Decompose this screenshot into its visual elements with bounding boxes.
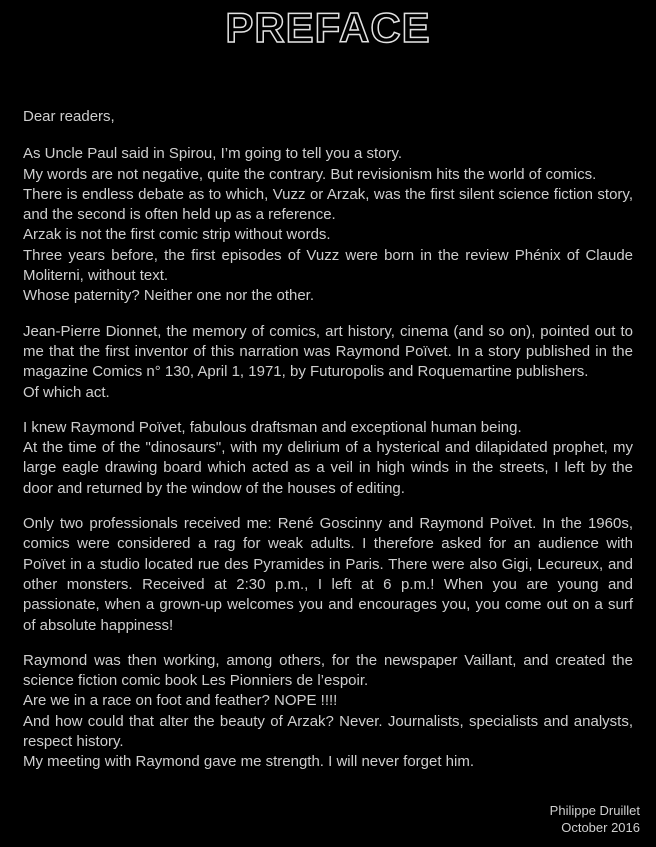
- text-line: Are we in a race on foot and feather? NOPE !!!!: [23, 692, 338, 710]
- text-line: My words are not negative, quite the contrary. But revisionism hits the world of comics.: [23, 165, 597, 183]
- signature-date: October 2016: [561, 819, 640, 835]
- text-line: There is endless debate as to which, Vuzz or Arzak, was the first silent science fiction story, and the second is often held up as a reference.: [23, 185, 633, 224]
- text-line: And how could that alter the beauty of Arzak? Never. Journalists, specialists and analysts, respect history.: [23, 712, 633, 751]
- salutation: Dear readers,: [23, 108, 115, 125]
- text-line: Jean-Pierre Dionnet, the memory of comics, art history, cinema (and so on), pointed out to me that the first inventor of this narration was Raymond Poïvet. In a story published in the magazine Comics n° 130, April 1, 1971, by Futuropolis and Roquemartine publishers.: [23, 322, 633, 381]
- paragraph: [23, 651, 633, 773]
- paragraph: [23, 418, 633, 499]
- text-line: I knew Raymond Poïvet, fabulous draftsman and exceptional human being.: [23, 418, 522, 436]
- signature-block: [550, 803, 640, 836]
- text-line: Only two professionals received me: René Goscinny and Raymond Poïvet. In the 1960s, comics were considered a rag for weak adults. I therefore asked for an audience with Poïvet in a studio located rue des Pyramides in Paris. There were also Gigi, Lecureux, and other monsters. Received at 2:30 p.m., I left at 6 p.m.! When you are young and passionate, when a grown-up welcomes you and encourages you, you come out on a surf of absolute happiness!: [23, 515, 633, 634]
- paragraph: [23, 144, 633, 306]
- paragraphs-container: [23, 144, 633, 772]
- preface-body: [23, 107, 633, 788]
- text-line: At the time of the "dinosaurs", with my delirium of a hysterical and dilapidated prophet, my large eagle drawing board which acted as a veil in high winds in the streets, I left by the door and returned by the window of the houses of editing.: [23, 439, 633, 497]
- text-line: Raymond was then working, among others, for the newspaper Vaillant, and created the science fiction comic book Les Pionniers de l’espoir.: [23, 651, 633, 690]
- text-line: Whose paternity? Neither one nor the other.: [23, 287, 315, 305]
- text-line: As Uncle Paul said in Spirou, I’m going to tell you a story.: [23, 145, 403, 163]
- paragraph: [23, 514, 633, 636]
- paragraph: [23, 322, 633, 403]
- text-line: Arzak is not the first comic strip without words.: [23, 226, 331, 244]
- text-line: Three years before, the first episodes of Vuzz were born in the review Phénix of Claude Moliterni, without text.: [23, 246, 633, 285]
- text-line: My meeting with Raymond gave me strength. I will never forget him.: [23, 753, 475, 771]
- page-title: PREFACE: [225, 4, 431, 51]
- text-line: Of which act.: [23, 383, 110, 401]
- signature-name: Philippe Druillet: [549, 803, 640, 818]
